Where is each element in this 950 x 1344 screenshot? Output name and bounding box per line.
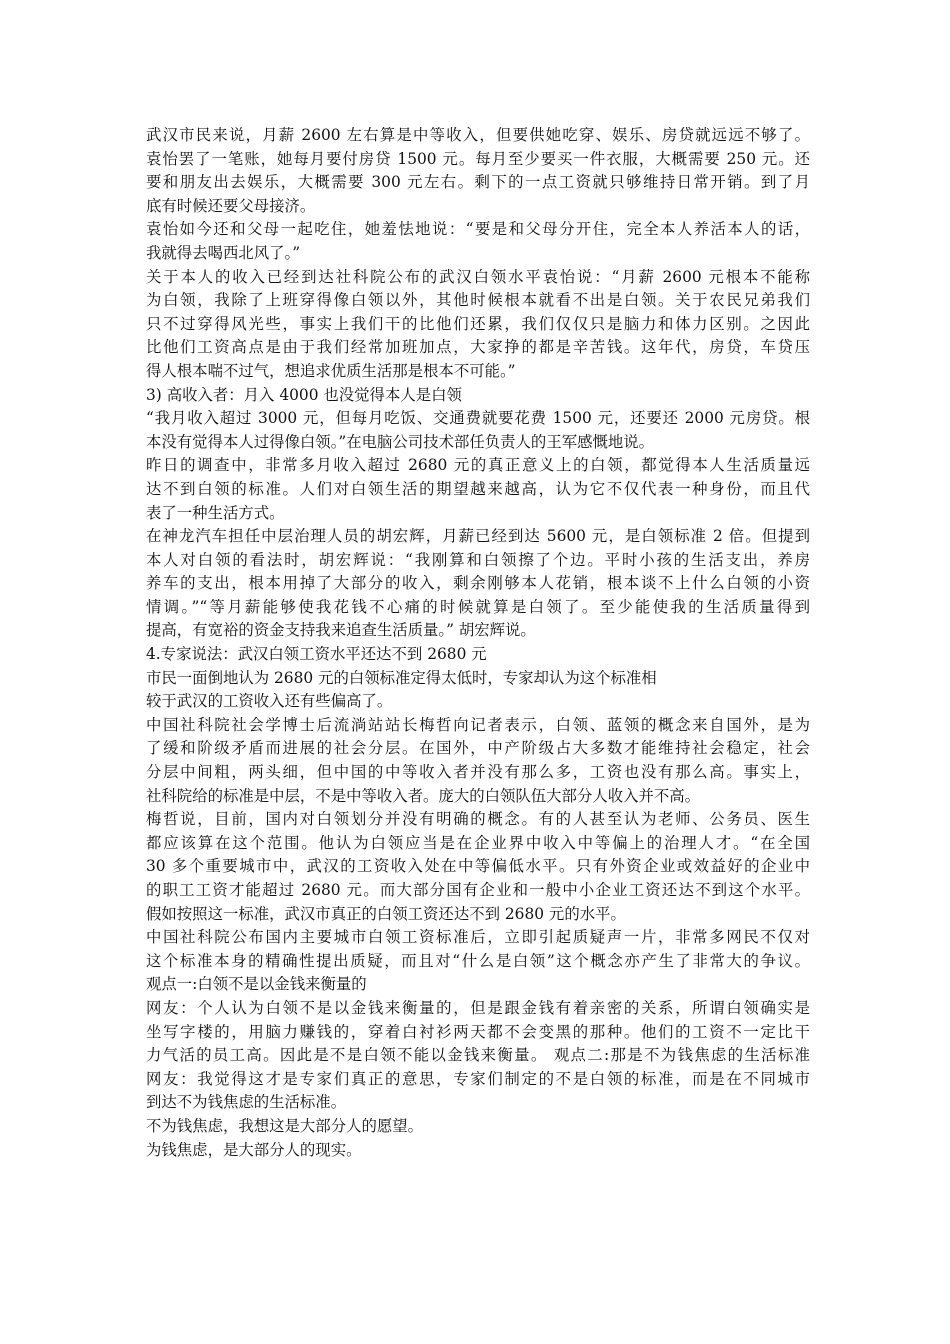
text-line: 假如按照这一标准，武汉市真正的白领工资还达不到 2680 元的水平。 — [146, 904, 626, 923]
text-line: 我就得去喝西北风了。” — [146, 243, 301, 262]
text-line: 养车的支出，根本用掉了大部分的收入，剩余刚够本人花销，根本谈不上什么白领的小资 — [146, 574, 810, 593]
document-body — [146, 124, 810, 1162]
text-line: 力气活的员工高。因此是不是白领不能以金钱来衡量。 观点二:那是不为钱焦虑的生活标准 — [146, 1046, 810, 1065]
text-line: 的职工工资才能超过 2680 元。而大部分国有企业和一般中小企业工资还达不到这个水平。 — [146, 881, 810, 899]
text-line: 这个标准本身的精确性提出质疑，而且对“什么是白领”这个概念亦产生了非常大的争议。 — [146, 951, 810, 970]
text-line: 袁怡如今还和父母一起吃住，她羞怯地说：“要是和父母分开住，完全本人养活本人的话， — [146, 220, 810, 239]
text-line: 30 多个重要城市中，武汉的工资收入处在中等偏低水平。只有外资企业或效益好的企业中 — [146, 857, 810, 876]
text-line: 袁怡罢了一笔账，她每月要付房贷 1500 元。每月至少要买一件衣服，大概需要 250 元。还 — [146, 149, 810, 168]
text-line: 到达不为钱焦虑的生活标准。 — [146, 1093, 347, 1112]
text-line: 梅哲说，目前，国内对白领划分并没有明确的概念。有的人甚至认为老师、公务员、医生 — [146, 810, 810, 829]
text-line: 武汉市民来说，月薪 2600 左右算是中等收入，但要供她吃穿、娱乐、房贷就远远不够了。 — [146, 126, 810, 144]
text-line: “我月收入超过 3000 元，但每月吃饭、交通费就要花费 1500 元，还要还 2000 元房贷。根 — [146, 409, 810, 428]
text-line: 为钱焦虑，是大部分人的现实。 — [146, 1140, 362, 1159]
section-heading: 3) 高收入者：月入 4000 也没觉得本人是白领 — [146, 385, 462, 404]
text-line: 市民一面倒地认为 2680 元的白领标准定得太低时，专家却认为这个标准相 — [146, 668, 657, 687]
text-line: 网友：我觉得这才是专家们真正的意思，专家们制定的不是白领的标准，而是在不同城市 — [146, 1069, 810, 1088]
text-line: 表了一种生活方式。 — [146, 503, 285, 522]
text-line: 中国社科院社会学博士后流淌站站长梅哲向记者表示，白领、蓝领的概念来自国外，是为 — [146, 715, 810, 734]
text-line: 中国社科院公布国内主要城市白领工资标准后，立即引起质疑声一片，非常多网民不仅对 — [146, 928, 810, 947]
text-line: 底有时候还要父母接济。 — [146, 196, 316, 215]
text-line: 不为钱焦虑，我想这是大部分人的愿望。 — [146, 1116, 424, 1135]
text-line: 只不过穿得风光些，事实上我们干的比他们还累，我们仅仅只是脑力和体力区别。之因此 — [146, 314, 810, 333]
text-line: 网友：个人认为白领不是以金钱来衡量的，但是跟金钱有着亲密的关系，所谓白领确实是 — [146, 998, 810, 1017]
text-line: 坐写字楼的，用脑力赚钱的，穿着白衬衫两天都不会变黑的那种。他们的工资不一定比干 — [146, 1022, 810, 1041]
text-line: 提高，有宽裕的资金支持我来追查生活质量。” 胡宏辉说。 — [146, 621, 536, 640]
text-line: 比他们工资高点是由于我们经常加班加点，大家挣的都是辛苦钱。这年代，房贷，车贷压 — [146, 338, 810, 357]
text-line: 达不到白领的标准。人们对白领生活的期望越来越高，认为它不仅代表一种身份，而且代 — [146, 479, 810, 498]
text-line: 为白领，我除了上班穿得像白领以外，其他时候根本就看不出是白领。关于农民兄弟我们 — [146, 291, 810, 310]
text-line: 较于武汉的工资收入还有些偏高了。 — [146, 692, 393, 711]
text-line: 情调。”“等月薪能够使我花钱不心痛的时候就算是白领了。至少能使我的生活质量得到 — [146, 597, 810, 616]
text-line: 社科院给的标准是中层，不是中等收入者。庞大的白领队伍大部分人收入并不高。 — [146, 786, 701, 805]
text-line: 得人根本喘不过气，想追求优质生活那是根本不可能。” — [146, 361, 516, 380]
text-line: 昨日的调查中，非常多月收入超过 2680 元的真正意义上的白领，都觉得本人生活质量远 — [146, 456, 810, 475]
section-heading: 观点一:白领不是以金钱来衡量的 — [146, 975, 367, 994]
text-line: 本没有觉得本人过得像白领。”在电脑公司技术部任负责人的王军感慨地说。 — [146, 432, 655, 451]
text-line: 关于本人的收入已经到达社科院公布的武汉白领水平袁怡说：“月薪 2600 元根本不能称 — [146, 267, 810, 286]
text-line: 要和朋友出去娱乐，大概需要 300 元左右。剩下的一点工资就只够维持日常开销。到了月 — [146, 173, 810, 192]
section-heading: 4.专家说法：武汉白领工资水平还达不到 2680 元 — [146, 645, 487, 664]
text-line: 在神龙汽车担任中层治理人员的胡宏辉，月薪已经到达 5600 元，是白领标准 2 倍。但提到 — [146, 527, 810, 546]
text-line: 本人对白领的看法时，胡宏辉说：“我刚算和白领擦了个边。平时小孩的生活支出，养房 — [146, 550, 810, 569]
text-line: 都应该算在这个范围。他认为白领应当是在企业界中收入中等偏上的治理人才。“在全国 — [146, 833, 810, 852]
text-line: 了缓和阶级矛盾而进展的社会分层。在国外，中产阶级占大多数才能维持社会稳定，社会 — [146, 739, 810, 758]
text-line: 分层中间粗，两头细，但中国的中等收入者并没有那么多，工资也没有那么高。事实上， — [146, 763, 810, 782]
